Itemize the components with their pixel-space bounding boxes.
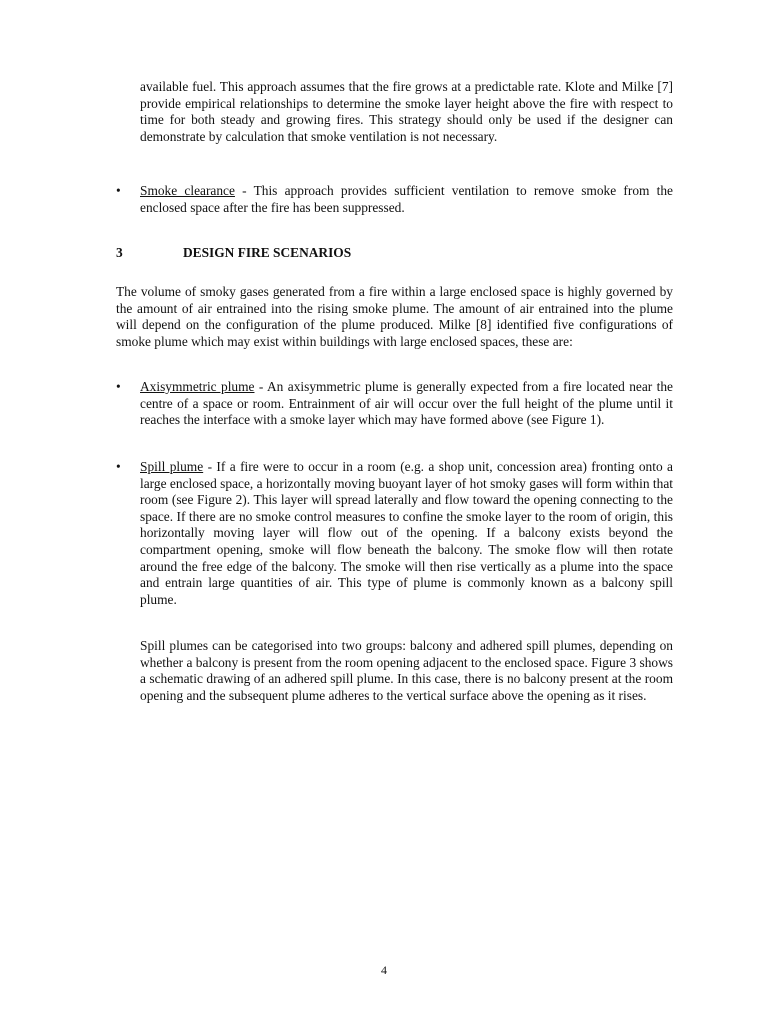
spill-plume-followup-paragraph: Spill plumes can be categorised into two groups: balcony and adhered spill plumes, depending on whether a balcony is present from the room opening adjacent to the enclosed space. Figure 3 shows a schematic drawing of an adhered spill plume. In this case, there is no balcony present at the room opening and the subsequent plume adheres to the vertical surface above the opening as it rises.	[140, 638, 673, 703]
bullet-marker: •	[116, 183, 121, 198]
intro-paragraph: The volume of smoky gases generated from a fire within a large enclosed space is highly governed by the amount of air entrained into the rising smoke plume. The amount of air entrained into the plume will depend on the configuration of the plume produced. Milke [8] identified five configurations of smoke plume which may exist within buildings with large enclosed spaces, these are:	[116, 284, 673, 349]
spill-plume-description: - If a fire were to occur in a room (e.g. a shop unit, concession area) fronting onto a large enclosed space, a horizontally moving buoyant layer of hot smoky gases will form within that room (see Figure 2). This layer will spread laterally and flow toward the opening connecting to the space. If there are no smoke control measures to confine the smoke layer to the room of origin, this horizontally moving layer will flow out of the opening. If a balcony exists beyond the compartment opening, smoke will flow beneath the balcony. The smoke flow will then rotate around the free edge of the balcony. The smoke will then rise vertically as a plume into the space and entrain large quantities of air. This type of plume is commonly known as a balcony spill plume.	[140, 459, 673, 607]
bullet-text	[140, 379, 673, 429]
bullet-marker: •	[116, 459, 121, 474]
bullet-text	[140, 183, 673, 216]
page-number: 4	[381, 963, 387, 977]
smoke-clearance-description: - This approach provides sufficient ventilation to remove smoke from the enclosed space after the fire has been suppressed.	[140, 183, 673, 215]
bullet-text	[140, 459, 673, 608]
section-title: DESIGN FIRE SCENARIOS	[183, 245, 352, 260]
term-smoke-clearance: Smoke clearance	[140, 183, 235, 198]
axisymmetric-plume-description: - An axisymmetric plume is generally expected from a fire located near the centre of a space or room. Entrainment of air will occur over the full height of the plume until it reaches the interface with a smoke layer which may have formed above (see Figure 1).	[140, 379, 673, 428]
section-number: 3	[116, 245, 123, 260]
bullet-marker: •	[116, 379, 121, 394]
term-axisymmetric-plume: Axisymmetric plume	[140, 379, 255, 394]
term-spill-plume: Spill plume	[140, 459, 204, 474]
continued-paragraph: available fuel. This approach assumes that the fire grows at a predictable rate. Klote and Milke [7] provide empirical relationships to determine the smoke layer height above the fire with respect to time for both steady and growing fires. This strategy should only be used if the designer can demonstrate by calculation that smoke ventilation is not necessary.	[140, 79, 673, 144]
